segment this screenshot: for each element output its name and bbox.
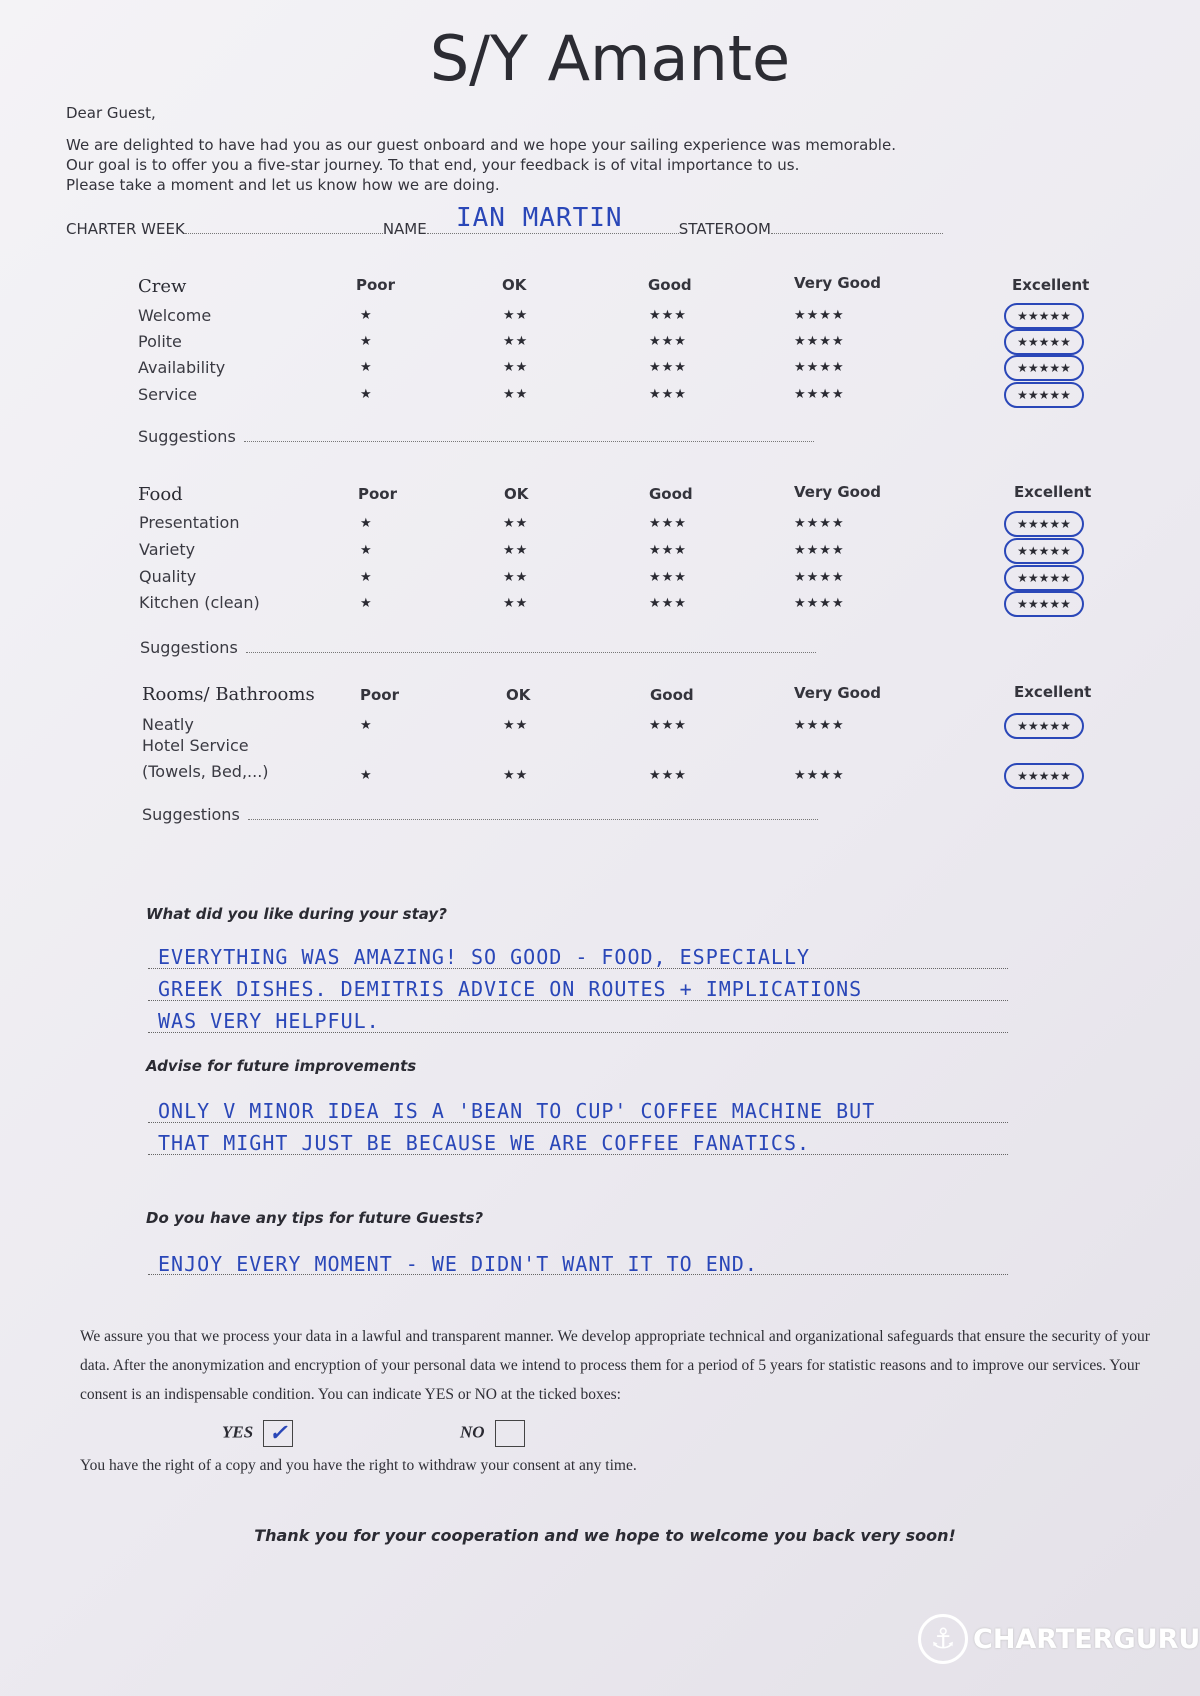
star-mark-4[interactable]: ★★★★ [794,308,845,323]
star-mark-1[interactable]: ★ [360,768,373,783]
intro-line: Please take a moment and let us know how we are doing. [66,176,500,194]
star-mark-4[interactable]: ★★★★ [794,768,845,783]
star-mark-4[interactable]: ★★★★ [794,570,845,585]
greeting: Dear Guest, [66,104,156,122]
row-label: Polite [138,332,182,351]
star-mark-1[interactable]: ★ [360,334,373,349]
anchor-icon: ⚓ [918,1614,968,1664]
star-mark-3[interactable]: ★★★ [649,543,687,558]
star-mark-3[interactable]: ★★★ [649,596,687,611]
star-mark-5[interactable]: ★★★★★ [1004,713,1084,739]
star-mark-5[interactable]: ★★★★★ [1004,538,1084,564]
star-mark-2[interactable]: ★★ [503,516,529,531]
no-checkbox[interactable] [495,1420,525,1447]
section-title-crew: Crew [138,276,187,297]
answer-text: ENJOY EVERY MOMENT - WE DIDN'T WANT IT TO END. [158,1252,758,1276]
star-mark-1[interactable]: ★ [360,543,373,558]
star-mark-5[interactable]: ★★★★★ [1004,591,1084,617]
star-mark-5[interactable]: ★★★★★ [1004,382,1084,408]
col-excellent: Excellent [1012,276,1090,294]
star-mark-5[interactable]: ★★★★★ [1004,303,1084,329]
suggestions-label: Suggestions [140,638,238,657]
star-mark-2[interactable]: ★★ [503,334,529,349]
col-ok: OK [504,485,529,503]
star-mark-2[interactable]: ★★ [503,360,529,375]
answer-text: ONLY V MINOR IDEA IS A 'BEAN TO CUP' COFFEE MACHINE BUT [158,1099,876,1123]
row-label: Hotel Service [142,736,249,755]
question-tips: Do you have any tips for future Guests? [146,1209,484,1227]
star-mark-2[interactable]: ★★ [503,570,529,585]
suggestions-food [140,638,816,657]
answer-improvements[interactable] [158,1095,875,1159]
star-mark-3[interactable]: ★★★ [649,718,687,733]
star-mark-2[interactable]: ★★ [503,768,529,783]
star-mark-5[interactable]: ★★★★★ [1004,511,1084,537]
answer-text: WAS VERY HELPFUL. [158,1009,380,1033]
star-mark-3[interactable]: ★★★ [649,387,687,402]
star-mark-4[interactable]: ★★★★ [794,543,845,558]
star-mark-2[interactable]: ★★ [503,308,529,323]
suggestions-label: Suggestions [138,427,236,446]
star-mark-4[interactable]: ★★★★ [794,516,845,531]
suggestions-crew [138,427,814,446]
star-mark-5[interactable]: ★★★★★ [1004,355,1084,381]
thank-you-note: Thank you for your cooperation and we hope to welcome you back very soon! [254,1526,956,1545]
row-label: Quality [139,567,197,586]
charter-week-field[interactable] [185,222,383,234]
charterguru-logo [918,1614,1200,1664]
col-poor: Poor [358,485,398,503]
star-mark-3[interactable]: ★★★ [649,334,687,349]
privacy-notice: We assure you that we process your data in a lawful and transparent manner. We develop appropriate technical and organizational safeguards that ensure the security of your data. After the anonymization and encryption of your personal data we intend to process them for a period of 5 years for statistic reasons and to improve our services. Your consent is an indispensable condition. You can indicate YES or NO at the ticked boxes: [80,1328,1150,1403]
star-mark-1[interactable]: ★ [360,596,373,611]
star-mark-2[interactable]: ★★ [503,718,529,733]
consent-no [460,1420,525,1447]
page-title: S/Y Amante [429,22,791,95]
answer-text: EVERYTHING WAS AMAZING! SO GOOD - FOOD, ESPECIALLY [158,945,811,969]
col-good: Good [650,686,694,704]
row-label: Kitchen (clean) [139,593,260,612]
logo-wordmark: CHARTERGURU [973,1623,1200,1655]
answer-text: GREEK DISHES. DEMITRIS ADVICE ON ROUTES + IMPLICATIONS [158,977,863,1001]
star-mark-4[interactable]: ★★★★ [794,718,845,733]
star-mark-5[interactable]: ★★★★★ [1004,763,1084,789]
section-title-food: Food [138,484,183,505]
col-excellent: Excellent [1014,683,1092,701]
star-mark-3[interactable]: ★★★ [649,516,687,531]
star-mark-3[interactable]: ★★★ [649,308,687,323]
col-very-good: Very Good [794,274,882,292]
stateroom-label: STATEROOM [678,220,771,238]
answer-liked[interactable] [158,941,862,1037]
star-mark-1[interactable]: ★ [360,516,373,531]
suggestions-field[interactable] [244,430,814,442]
star-mark-4[interactable]: ★★★★ [794,596,845,611]
star-mark-1[interactable]: ★ [360,360,373,375]
col-ok: OK [506,686,531,704]
charter-week-label: CHARTER WEEK [66,220,185,238]
star-mark-1[interactable]: ★ [360,570,373,585]
star-mark-1[interactable]: ★ [360,387,373,402]
star-mark-2[interactable]: ★★ [503,596,529,611]
consent-yes [222,1420,293,1447]
row-label: Presentation [139,513,240,532]
row-label: Welcome [138,306,212,325]
star-mark-2[interactable]: ★★ [503,543,529,558]
star-mark-3[interactable]: ★★★ [649,360,687,375]
suggestions-label: Suggestions [142,805,240,824]
name-label: NAME [382,220,427,238]
col-ok: OK [502,276,527,294]
star-mark-3[interactable]: ★★★ [649,570,687,585]
question-liked: What did you like during your stay? [146,905,447,923]
intro-text [66,135,966,195]
row-label: Service [138,385,198,404]
question-improvements: Advise for future improvements [146,1057,417,1075]
stateroom-field[interactable] [771,222,943,234]
suggestions-field[interactable] [248,808,818,820]
yes-label: YES [222,1422,254,1442]
answer-text: THAT MIGHT JUST BE BECAUSE WE ARE COFFEE FANATICS. [158,1131,811,1155]
row-label: Availability [138,358,226,377]
star-mark-5[interactable]: ★★★★★ [1004,329,1084,355]
col-good: Good [648,276,692,294]
section-title-rooms: Rooms/ Bathrooms [142,684,315,705]
star-mark-4[interactable]: ★★★★ [794,360,845,375]
col-good: Good [649,485,693,503]
star-mark-4[interactable]: ★★★★ [794,334,845,349]
star-mark-5[interactable]: ★★★★★ [1004,565,1084,591]
rights-notice: You have the right of a copy and you have the right to withdraw your consent at any time. [80,1457,637,1474]
star-mark-2[interactable]: ★★ [503,387,529,402]
suggestions-rooms [142,805,818,824]
star-mark-3[interactable]: ★★★ [649,768,687,783]
star-mark-1[interactable]: ★ [360,308,373,323]
intro-line: Our goal is to offer you a five-star journey. To that end, your feedback is of vital importance to us. [66,156,800,174]
suggestions-field[interactable] [246,641,816,653]
intro-line: We are delighted to have had you as our guest onboard and we hope your sailing experience was memorable. [66,136,896,154]
star-mark-1[interactable]: ★ [360,718,373,733]
name-handwritten: IAN MARTIN [456,203,623,233]
col-very-good: Very Good [794,684,882,702]
col-poor: Poor [360,686,400,704]
no-label: NO [460,1422,485,1442]
col-excellent: Excellent [1014,483,1092,501]
col-very-good: Very Good [794,483,882,501]
row-label: (Towels, Bed,...) [142,762,269,781]
answer-tips[interactable] [158,1248,758,1280]
row-label: Variety [139,540,196,559]
row-label: Neatly [142,715,194,734]
yes-checkbox[interactable]: ✓ [263,1420,293,1447]
star-mark-4[interactable]: ★★★★ [794,387,845,402]
col-poor: Poor [356,276,396,294]
